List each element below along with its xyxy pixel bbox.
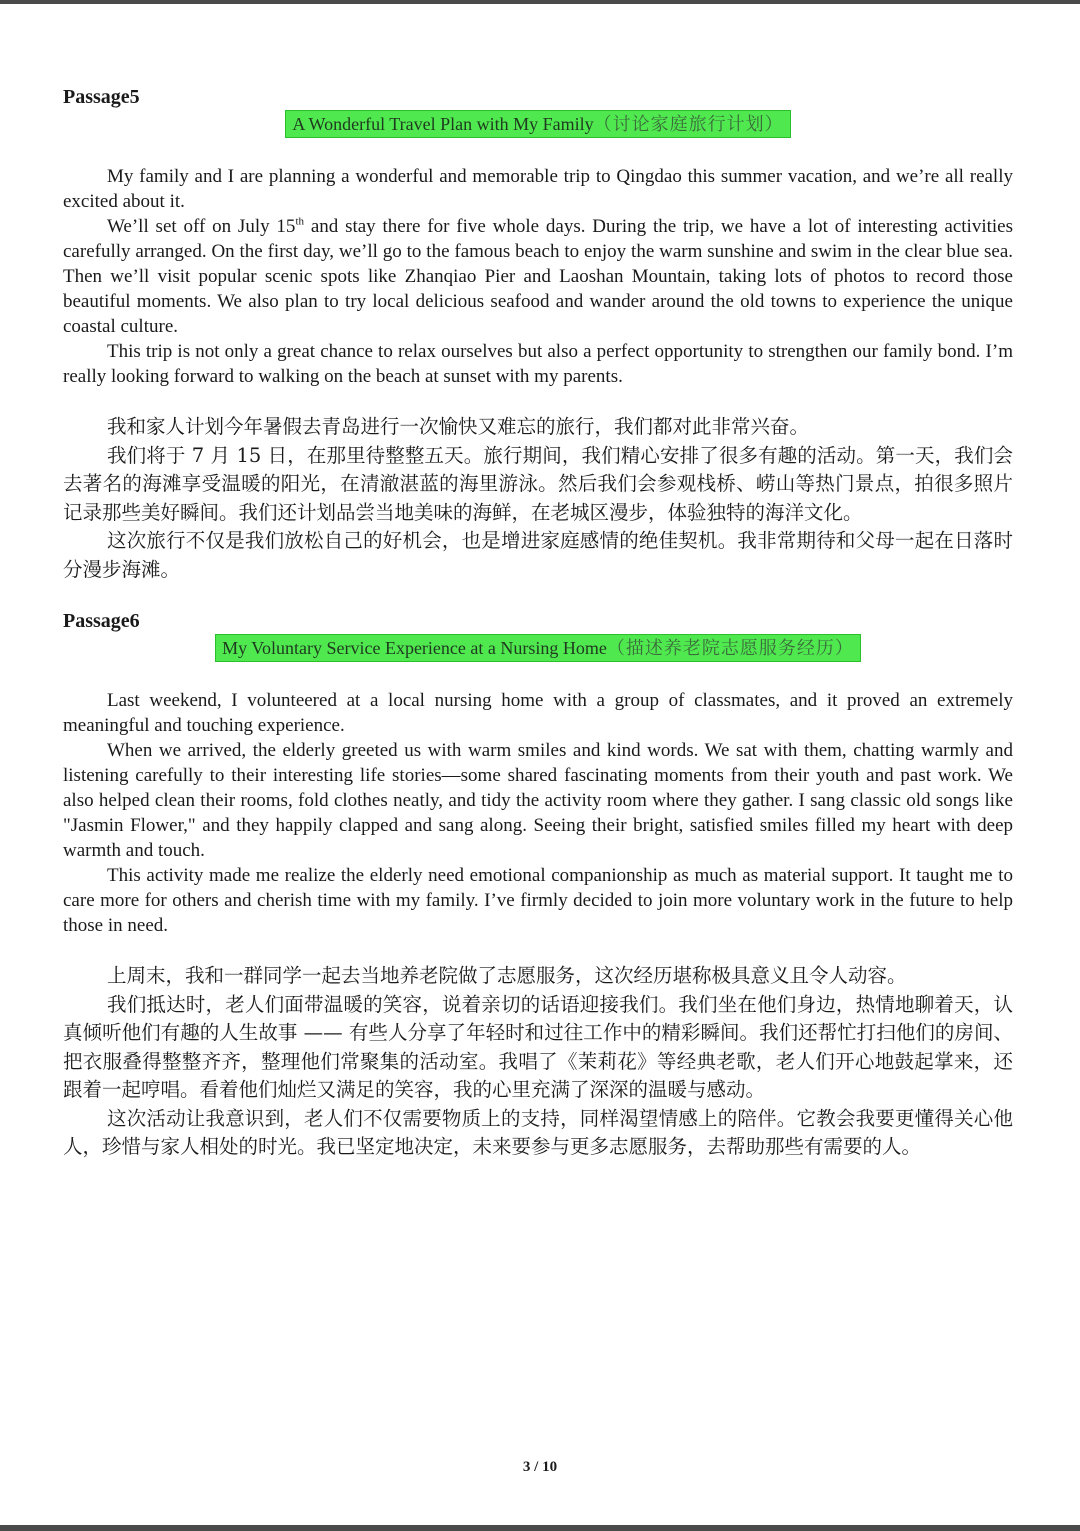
chinese-text bbox=[63, 962, 1013, 1162]
paragraph: When we arrived, the elderly greeted us with warm smiles and kind words. We sat with them, chatting warmly and listening carefully to their interesting life stories—some shared fascinating moments from their youth and past work. We also helped clean their rooms, fold clothes neatly, and tidy the activity room where they gather. I sang classic old songs like "Jasmin Flower," and they happily clapped and sang along. Seeing their bright, satisfied smiles filled my heart with deep warmth and touch. bbox=[63, 740, 1013, 861]
passage-title-en: A Wonderful Travel Plan with My Family bbox=[292, 114, 594, 134]
passage-label: Passage6 bbox=[63, 610, 140, 632]
passage-6 bbox=[63, 608, 1013, 1162]
page-number: 3 / 10 bbox=[522, 1459, 558, 1475]
passage-title-row bbox=[63, 634, 1013, 662]
document-page bbox=[63, 84, 1013, 1162]
passage-title-en: My Voluntary Service Experience at a Nursing Home bbox=[222, 638, 607, 658]
paragraph: 我们抵达时，老人们面带温暖的笑容，说着亲切的话语迎接我们。我们坐在他们身边，热情地聊着天，认真倾听他们有趣的人生故事 —— 有些人分享了年轻时和过往工作中的精彩瞬间。我们还帮忙打扫他们的房间、把衣服叠得整整齐齐，整理他们常聚集的活动室。我唱了《茉莉花》等经典老歌，老人们开心地鼓起掌来，还跟着一起哼唱。看着他们灿烂又满足的笑容，我的心里充满了深深的温暖与感动。 bbox=[63, 992, 1013, 1101]
paragraph: My family and I are planning a wonderful and memorable trip to Qingdao this summer vacation, and we’re all really excited about it. bbox=[63, 166, 1013, 212]
paragraph: 上周末，我和一群同学一起去当地养老院做了志愿服务，这次经历堪称极具意义且令人动容。 bbox=[107, 964, 907, 987]
top-border bbox=[0, 0, 1080, 4]
chinese-text bbox=[63, 413, 1013, 584]
english-text bbox=[63, 688, 1013, 938]
passage-title-cn: （描述养老院志愿服务经历） bbox=[606, 638, 854, 658]
paragraph: Last weekend, I volunteered at a local nursing home with a group of classmates, and it proved an extremely meaningful and touching experience. bbox=[63, 690, 1013, 736]
passage-5 bbox=[63, 84, 1013, 584]
paragraph: 我们将于 7 月 15 日，在那里待整整五天。旅行期间，我们精心安排了很多有趣的活动。第一天，我们会去著名的海滩享受温暖的阳光，在清澈湛蓝的海里游泳。然后我们会参观栈桥、崂山等热门景点，拍很多照片记录那些美好瞬间。我们还计划品尝当地美味的海鲜，在老城区漫步，体验独特的海洋文化。 bbox=[63, 443, 1013, 524]
passage-title-row bbox=[63, 110, 1013, 138]
paragraph: This activity made me realize the elderly need emotional companionship as much as material support. It taught me to care more for others and cherish time with my family. I’ve firmly decided to join more voluntary work in the future to help those in need. bbox=[63, 865, 1013, 936]
paragraph: 这次旅行不仅是我们放松自己的好机会，也是增进家庭感情的绝佳契机。我非常期待和父母一起在日落时分漫步海滩。 bbox=[63, 529, 1013, 581]
passage-title-highlight bbox=[285, 110, 790, 138]
english-text bbox=[63, 164, 1013, 389]
passage-title-cn: （讨论家庭旅行计划） bbox=[593, 114, 784, 134]
paragraph: We’ll set off on July 15th and stay there for five whole days. During the trip, we have a lot of interesting activities carefully arranged. On the first day, we’ll go to the famous beach to enjoy the warm sunshine and swim in the clear blue sea. Then we’ll visit popular scenic spots like Zhanqiao Pier and Laoshan Mountain, taking lots of photos to record those beautiful moments. We also plan to try local delicious seafood and wander around the old towns to experience the unique coastal culture. bbox=[63, 215, 1013, 337]
bottom-border bbox=[0, 1525, 1080, 1531]
paragraph: 我和家人计划今年暑假去青岛进行一次愉快又难忘的旅行，我们都对此非常兴奋。 bbox=[107, 415, 810, 438]
passage-label: Passage5 bbox=[63, 86, 140, 108]
passage-title-highlight bbox=[215, 634, 861, 662]
paragraph: This trip is not only a great chance to relax ourselves but also a perfect opportunity to strengthen our family bond. I’m really looking forward to walking on the beach at sunset with my parents. bbox=[63, 341, 1013, 387]
paragraph: 这次活动让我意识到，老人们不仅需要物质上的支持，同样渴望情感上的陪伴。它教会我要更懂得关心他人，珍惜与家人相处的时光。我已坚定地决定，未来要参与更多志愿服务，去帮助那些有需要的人。 bbox=[63, 1106, 1013, 1158]
